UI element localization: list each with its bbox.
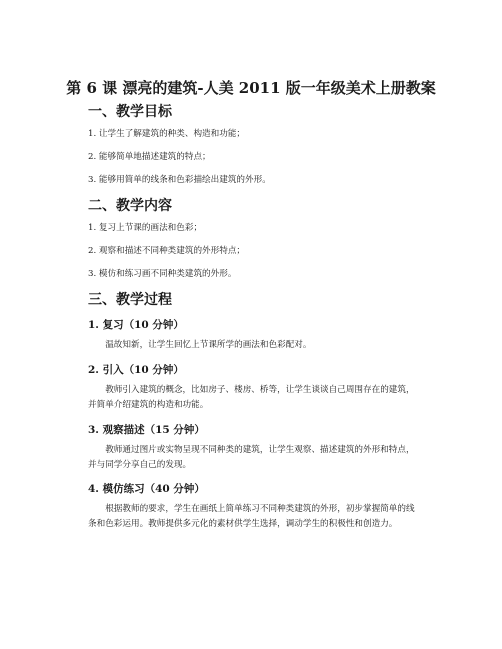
document-title: 第 6 课 漂亮的建筑-人美 2011 版一年级美术上册教案 <box>66 79 436 97</box>
step-title-observe: 3. 观察描述（15 分钟） <box>88 424 205 436</box>
objective-item: 1. 让学生了解建筑的种类、构造和功能； <box>88 129 246 139</box>
step-text-practice: 根据教师的要求，学生在画纸上简单练习不同种类建筑的外形，初步掌握简单的线条和色彩运用。教师提供多元化的素材供学生选择，调动学生的积极性和创造力。 <box>88 504 415 529</box>
step-title-practice: 4. 模仿练习（40 分钟） <box>88 483 205 495</box>
objective-item: 2. 能够简单地描述建筑的特点； <box>88 152 211 162</box>
step-text-review: 温故知新，让学生回忆上节课所学的画法和色彩配对。 <box>105 340 312 350</box>
step-text-intro: 教师引入建筑的概念，比如房子、楼房、桥等，让学生谈谈自己周围存在的建筑，并简单介绍建筑的构造和功能。 <box>88 385 415 410</box>
content-item: 1. 复习上节课的画法和色彩； <box>88 223 203 233</box>
content-item: 3. 模仿和练习画不同种类建筑的外形。 <box>88 269 237 279</box>
step-title-review: 1. 复习（10 分钟） <box>88 319 184 331</box>
objective-item: 3. 能够用简单的线条和色彩描绘出建筑的外形。 <box>88 175 271 185</box>
step-text-observe: 教师通过图片或实物呈现不同种类的建筑，让学生观察、描述建筑的外形和特点，并与同学分享自己的发现。 <box>88 445 415 470</box>
section-heading-objectives: 一、教学目标 <box>88 104 172 120</box>
content-item: 2. 观察和描述不同种类建筑的外形特点； <box>88 246 246 256</box>
section-heading-content: 二、教学内容 <box>88 198 172 214</box>
step-title-intro: 2. 引入（10 分钟） <box>88 364 184 376</box>
section-heading-process: 三、教学过程 <box>88 292 172 308</box>
